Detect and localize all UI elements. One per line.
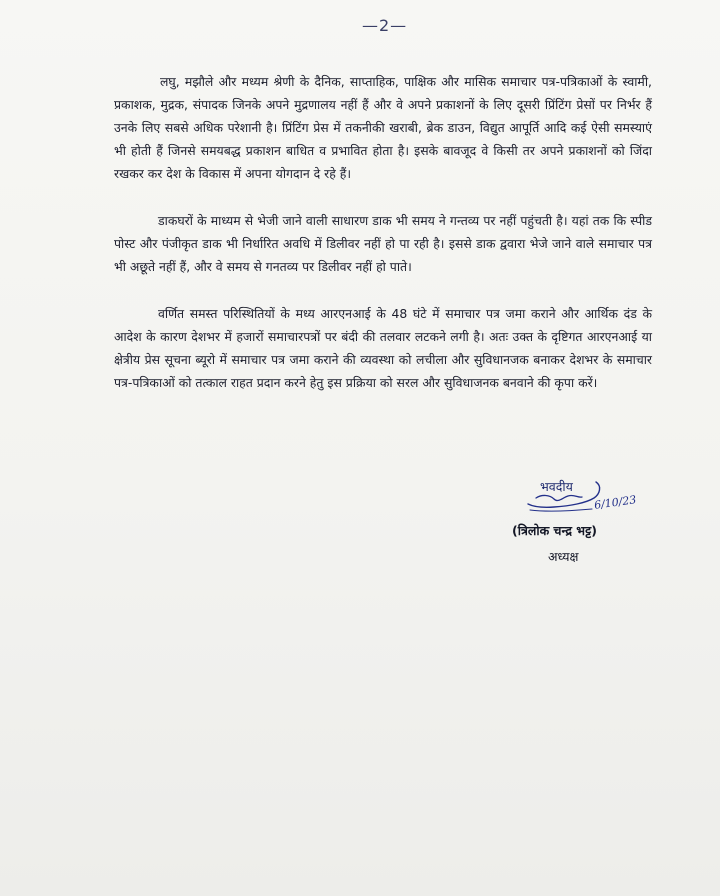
paragraph-postal-delivery: डाकघरों के माध्यम से भेजी जाने वाली साधारण डाक भी समय ने गन्तव्य पर नहीं पहुंचती है। यहां तक कि स्पीड पोस्ट और पंजीकृत डाक भी निर्धारित अवधि में डिलीवर नहीं हो पा रही है। इससे डाक द्ववारा भेजे जाने वाले समाचार पत्र भी अछूते नहीं हैं, और वे समय से गनतव्य पर डिलीवर नहीं हो पाते। (114, 213, 652, 274)
signature-date: 6/10/23 (593, 493, 638, 512)
page-number: —2— (362, 16, 408, 35)
signatory-title: अध्यक्ष (548, 549, 579, 564)
signatory-name: (त्रिलोक चन्द्र भट्ट) (512, 523, 597, 538)
handwritten-signature (510, 478, 660, 522)
paragraph-small-publishers: लघु, मझौले और मध्यम श्रेणी के दैनिक, साप्ताहिक, पाक्षिक और मासिक समाचार पत्र-पत्रिकाओं के स्वामी, प्रकाशक, मुद्रक, संपादक जिनके अपने मुद्रणालय नहीं हैं और वे अपने प्रकाशनों के लिए दूसरी प्रिंटिंग प्रेसों पर निर्भर हैं उनके लिए सबसे अधिक परेशानी है। प्रिंटिंग प्रेस में तकनीकी खराबी, ब्रेक डाउन, विद्युत आपूर्ति आदि कई ऐसी समस्याएं भी होती हैं जिनसे समयबद्ध प्रकाशन बाधित व प्रभावित होता है। इसके बावजूद वे किसी तर अपने प्रकाशनों को जिंदा रखकर कर देश के विकास में अपना योगदान दे रहे हैं। (114, 74, 652, 181)
closing-salutation: भवदीय (540, 479, 573, 494)
paragraph-request: वर्णित समस्त परिस्थितियों के मध्य आरएनआई के 48 घंटे में समाचार पत्र जमा कराने और आर्थिक दंड के आदेश के कारण देशभर में हजारों समाचारपत्रों पर बंदी की तलवार लटकने लगी है। अतः उक्त के दृष्टिगत आरएनआई या क्षेत्रीय प्रेस सूचना ब्यूरो में समाचार पत्र जमा कराने की व्यवस्था को लचीला और सुविधानजक बनाकर देशभर के समाचार पत्र-पत्रिकाओं को तत्काल राहत प्रदान करने हेतु इस प्रक्रिया को सरल और सुविधाजनक बनवाने की कृपा करें। (114, 306, 652, 390)
signature-block (510, 478, 660, 578)
letter-body (114, 70, 652, 418)
